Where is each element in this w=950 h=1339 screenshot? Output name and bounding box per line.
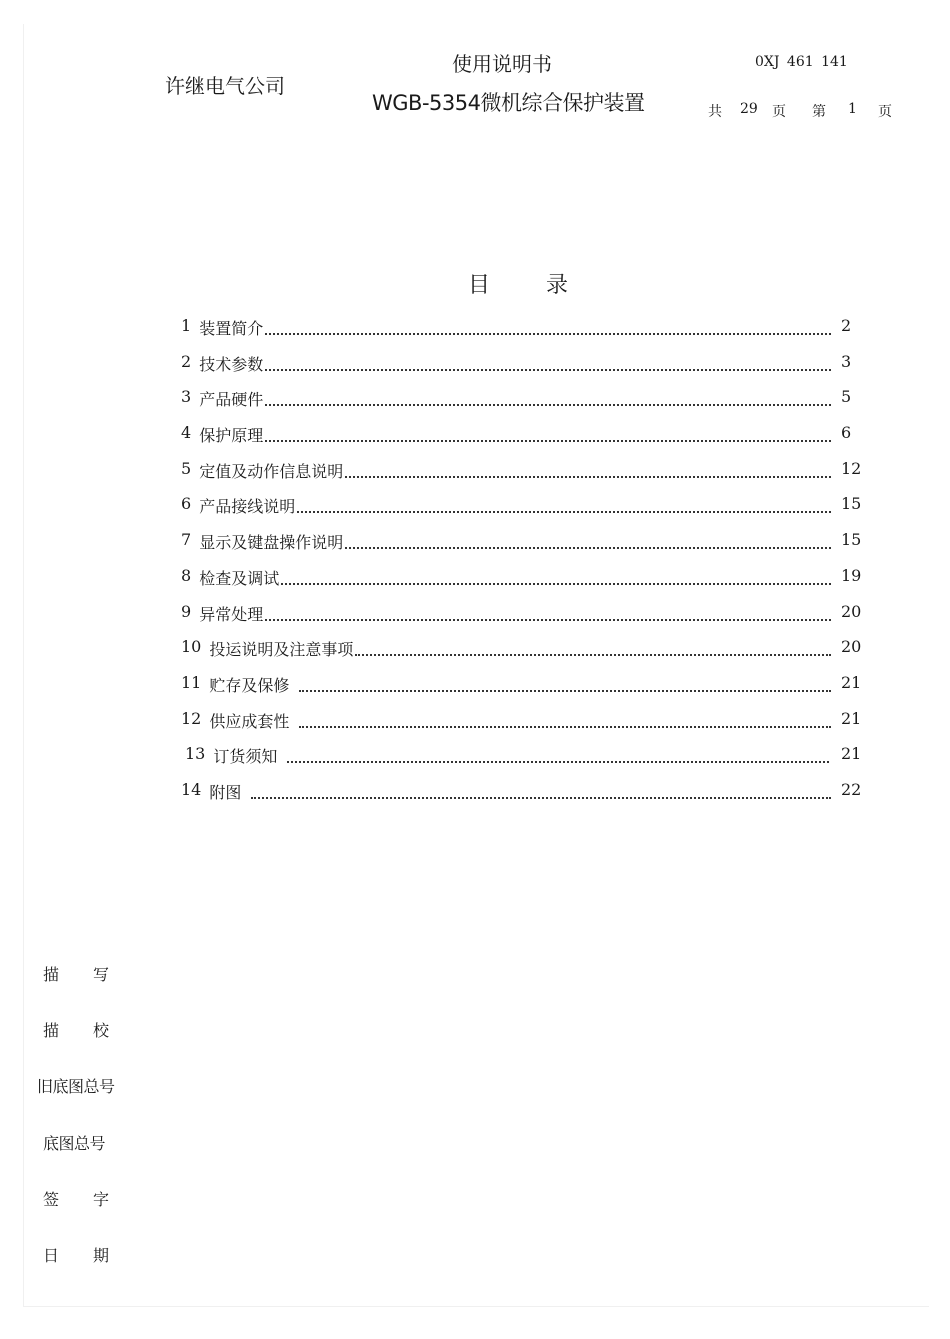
toc-entry-title: 定值及动作信息说明 (199, 461, 344, 481)
toc-entry-page: 20 (841, 637, 862, 657)
toc-leader-dots (297, 497, 831, 513)
toc-entry-page: 15 (841, 494, 862, 514)
toc-leader-dots (299, 676, 831, 692)
toc-entry[interactable] (181, 316, 871, 352)
toc-entry-title: 贮存及保修 (209, 675, 290, 695)
toc-entry-title: 产品接线说明 (199, 497, 296, 517)
page-count-current-prefix: 第 (812, 104, 826, 120)
toc-leader-dots (345, 462, 831, 478)
toc-entry[interactable] (181, 637, 871, 673)
toc-leader-dots (345, 533, 831, 549)
toc-entry-number: 10 (181, 637, 202, 657)
toc-entry-number: 11 (181, 672, 202, 692)
toc-leader-dots (265, 355, 831, 371)
toc-entry-page: 2 (841, 316, 852, 335)
toc-entry-number: 6 (181, 494, 192, 514)
toc-entry-number: 2 (181, 351, 192, 371)
toc-leader-dots (287, 747, 829, 763)
toc-entry-number: 4 (181, 423, 192, 443)
toc-entry[interactable] (181, 602, 871, 638)
toc-entry-page: 21 (841, 708, 862, 728)
signature-label-char: 签 (43, 1189, 60, 1209)
toc-entry-title: 异常处理 (199, 604, 264, 624)
document-code: 0XJ 461 141 (755, 54, 848, 70)
toc-entry-title: 装置简介 (199, 319, 264, 338)
toc-entry[interactable] (181, 494, 871, 530)
toc-entry-page: 20 (841, 601, 862, 621)
toc-entry[interactable] (181, 673, 871, 709)
toc-leader-dots (251, 783, 831, 799)
toc-entry-page: 19 (841, 565, 862, 585)
toc-leader-dots (299, 712, 831, 728)
document-subtitle: WGB-5354微机综合保护装置 (372, 91, 645, 115)
toc-entry[interactable] (185, 744, 871, 780)
signature-row (35, 1243, 125, 1299)
page-count (708, 101, 892, 121)
signature-block (35, 962, 125, 1299)
toc-entry-title: 显示及键盘操作说明 (199, 533, 344, 553)
signature-label-char: 写 (92, 965, 109, 984)
signature-label: 底图总号 (43, 1133, 106, 1153)
page-count-current-suffix: 页 (878, 104, 892, 120)
toc-entry-number: 5 (181, 458, 192, 478)
toc-entry-number: 7 (181, 530, 192, 550)
toc-entry-number: 14 (181, 779, 202, 799)
toc-entry-number: 9 (181, 601, 192, 621)
toc-entry-title: 保护原理 (199, 426, 264, 446)
toc-heading-char: 目 (468, 273, 491, 298)
toc-entry[interactable] (181, 709, 871, 745)
toc-entry-title: 附图 (209, 782, 242, 802)
signature-row (35, 1074, 125, 1130)
toc-entry-title: 技术参数 (199, 354, 264, 374)
toc-entry-page: 21 (841, 744, 862, 764)
toc-entry[interactable] (181, 352, 871, 388)
toc-entry-page: 3 (841, 351, 852, 371)
toc-entry-page: 15 (841, 530, 862, 550)
toc-leader-dots (265, 390, 831, 406)
toc-entry-number: 8 (181, 565, 192, 585)
page-count-total-prefix: 共 (708, 104, 722, 120)
signature-label-char: 校 (92, 1021, 109, 1041)
toc-entry[interactable] (181, 530, 871, 566)
page-count-total: 29 (740, 101, 758, 117)
toc-entry-title: 检查及调试 (199, 568, 280, 588)
toc-leader-dots (355, 640, 831, 656)
page-count-total-suffix: 页 (772, 104, 786, 120)
toc-entry-title: 产品硬件 (199, 390, 264, 410)
signature-label-char: 期 (92, 1245, 109, 1265)
table-of-contents (181, 316, 871, 816)
toc-entry-page: 21 (841, 672, 862, 692)
toc-entry[interactable] (181, 459, 871, 495)
toc-entry-title: 投运说明及注意事项 (209, 640, 354, 660)
signature-label-char: 描 (43, 1021, 60, 1041)
toc-heading-char: 录 (546, 273, 569, 298)
document-title: 使用说明书 (452, 52, 552, 76)
toc-leader-dots (265, 319, 831, 335)
toc-entry-number: 1 (181, 316, 192, 335)
signature-row (35, 1018, 125, 1074)
toc-entry[interactable] (181, 387, 871, 423)
toc-entry-title: 订货须知 (213, 747, 278, 767)
signature-label-char: 字 (92, 1189, 109, 1209)
toc-entry-page: 12 (841, 458, 862, 478)
toc-heading (468, 268, 568, 299)
toc-entry-page: 5 (841, 387, 852, 407)
toc-entry-page: 6 (841, 423, 852, 443)
signature-row (35, 1187, 125, 1243)
toc-entry[interactable] (181, 566, 871, 602)
toc-leader-dots (265, 605, 831, 621)
page-count-current: 1 (848, 101, 857, 117)
toc-entry-number: 3 (181, 387, 192, 407)
toc-entry-number: 13 (185, 744, 206, 764)
signature-row (35, 1131, 125, 1187)
signature-label-char: 描 (43, 965, 60, 984)
company-name: 许继电气公司 (165, 74, 285, 98)
toc-leader-dots (265, 426, 831, 442)
signature-row (35, 962, 125, 1018)
toc-entry[interactable] (181, 423, 871, 459)
toc-entry-number: 12 (181, 708, 202, 728)
toc-entry-page: 22 (841, 779, 862, 799)
signature-label: 旧底图总号 (37, 1077, 115, 1097)
toc-entry-title: 供应成套性 (209, 711, 290, 731)
toc-leader-dots (281, 569, 831, 585)
signature-label-char: 日 (43, 1245, 60, 1265)
toc-entry[interactable] (181, 780, 871, 816)
